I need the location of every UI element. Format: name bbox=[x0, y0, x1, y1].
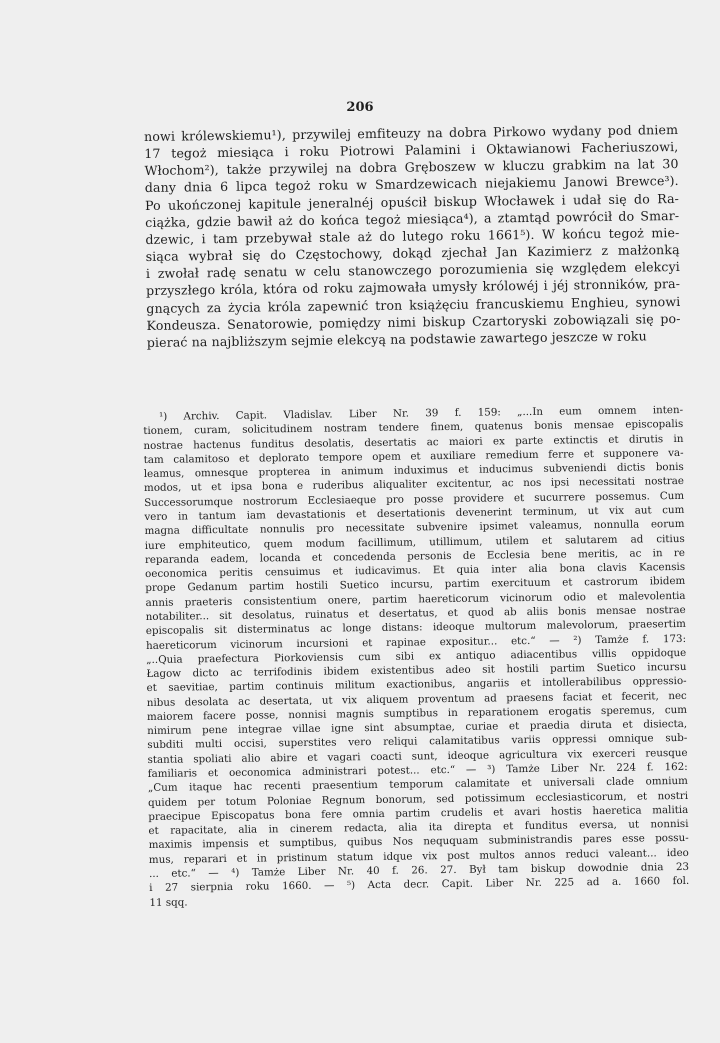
footnote-line: mus, reparari et in pristinum statum idque vix post multos annos reduci valeant... ideo bbox=[148, 846, 689, 866]
body-line: dzewic, i tam przebywał stale aż do lutego roku 1661⁵). W końcu tegoż mie- bbox=[145, 224, 680, 247]
footnote-line: iure emphiteutico, quem modum facillimum, utillimum, utilem et salutarem ad citius bbox=[144, 532, 685, 552]
body-line: ciążka, gdzie bawił aż do końca tegoż miesiąca⁴), a ztamtąd powrócił do Smar- bbox=[145, 207, 680, 230]
footnote-line: nimirum pene integrae villae igne sint absumptae, curiae et praedia diruta et disiecta, bbox=[147, 718, 688, 738]
body-line: przyszłego króla, która od roku zajmowała umysły królowéj i jéj stronników, pra- bbox=[146, 276, 681, 299]
body-line: siąca wybrał się do Częstochowy, dokąd zjechał Jan Kazimierz z małżonką bbox=[145, 242, 680, 265]
footnote-line: „Cum itaque hac recenti praesentium temporum calamitate et universali clade omnium bbox=[147, 775, 688, 795]
body-line: nowi królewskiemu¹), przywilej emfiteuzy na dobra Pirkowo wydany pod dniem bbox=[144, 122, 679, 144]
footnotes bbox=[143, 403, 689, 910]
footnote-line: tam calamitoso et deplorato tempore opem et auxiliare remedium ferre et supponere va- bbox=[143, 446, 684, 466]
footnote-line: episcopalis sit disterminatus ac longe distans: ideoque multorum malevolorum, praesertim bbox=[145, 618, 686, 638]
body-line: 17 tegoż miesiąca i roku Piotrowi Palamini i Oktawianowi Facheriuszowi, bbox=[144, 139, 679, 162]
footnote-line: vero in tantum iam devastationis et desertationis devenerint terminum, ut vix aut cum bbox=[144, 503, 685, 523]
body-line: Po ukończonej kapitule jeneralnéj opuścił biskup Włocławek i udał się do Ra- bbox=[144, 190, 680, 213]
footnote-line: annis praeteris consistentium onere, partim haereticorum vicinorum odio et malevolentia bbox=[145, 589, 686, 609]
footnote-line: praecipue Episcopatus bona fere omnia partim crudelis et avari hostis haeretica malitia bbox=[148, 803, 689, 823]
footnote-line: maiorem facere posse, nonnisi magnis sumptibus in reparationem erogatis speremus, cum bbox=[146, 703, 688, 723]
footnote-line: et rapacitate, alia in cinerem redacta, alia ita direpta et funditus eversa, ut nonnisi bbox=[148, 818, 689, 838]
footnote-line: modos, ut et ipsa bona e ruderibus aliqualiter excitentur, ac nos ipsi necessitati nostrae bbox=[143, 475, 685, 495]
footnote-line: ... etc.“ — ⁴) Tamże Liber Nr. 40 f. 26. 27. Był tam biskup dowodnie dnia 23 bbox=[148, 860, 690, 880]
footnote-line: subditi multi occisi, superstites vero reliqui calamitatibus variis oppressi omnique sub- bbox=[147, 732, 688, 752]
footnote-line: Łagow dicto ac terrifodinis ibidem existentibus adeo sit hostili partim Suetico incursu bbox=[146, 660, 687, 681]
body-line: gnących za życia króla zapewnić tron książęciu francuskiemu Enghieu, synowi bbox=[146, 293, 681, 316]
footnote-line: et saevitiae, partim continuis militum exactionibus, angariis et intollerabilibus oppressio- bbox=[146, 675, 687, 695]
main-text bbox=[144, 121, 681, 351]
footnote-line: maximis impensis et sumptibus, quibus Nos neququam subministrandis pares esse possu- bbox=[148, 832, 689, 852]
footnote-line: 11 sqq. bbox=[149, 896, 188, 909]
footnote-line: tionem, curam, solicitudinem nostram tendere finem, quatenus bonis mensae episcopalis bbox=[143, 418, 684, 438]
body-line: dany dnia 6 lipca tegoż roku w Smardzewicach niejakiemu Janowi Brewce³). bbox=[144, 173, 679, 196]
footnote-line: prope Gedanum partim hostili Suetico incursu, partim exercituum et castrorum ibidem bbox=[145, 575, 686, 595]
footnote-line: notabiliter... sit desolatus, ruinatus et desertatus, et quod ab aliis bonis mensae nostrae bbox=[145, 603, 686, 623]
footnote-line: familiaris et oeconomica administrari potest... etc.“ — ³) Tamże Liber Nr. 224 f. 162: bbox=[147, 760, 688, 780]
footnote-line: leamus, omnesque propterea in animum induximus et inducimus subveniendi dictis bonis bbox=[143, 461, 684, 481]
body-line: Kondeusza. Senatorowie, pomiędzy nimi biskup Czartoryski zobowiązali się po- bbox=[146, 310, 681, 333]
footnote-line: Successorumque nostrorum Ecclesiaeque pro posse providere et sucurrere possemus. Cum bbox=[144, 489, 685, 509]
footnote-line: reparanda eadem, locanda et concedenda personis de Ecclesia bene meritis, ac in re bbox=[144, 546, 685, 566]
page-number: 206 bbox=[346, 100, 374, 115]
footnote-line: stantia spoliati alio abire et vagari coacti sunt, ideoque agricultura vix exerceri reusque bbox=[147, 746, 688, 766]
body-line: i zwołał radę senatu w celu stanowczego porozumienia się względem elekcyi bbox=[145, 259, 680, 282]
footnote-line: oeconomica peritis censuimus et iudicavimus. Et quia inter alia bona clavis Kacensis bbox=[145, 561, 686, 581]
footnote-line: i 27 sierpnia roku 1660. — ⁵) Acta decr. Capit. Liber Nr. 225 ad a. 1660 fol. bbox=[149, 875, 690, 895]
body-line: Włochom²), także przywilej na dobra Gręboszew w kluczu grabkim na lat 30 bbox=[144, 156, 679, 179]
body-line: pierać na najbliższym sejmie elekcyą na podstawie zawartego jeszcze w roku bbox=[146, 328, 647, 350]
footnote-line: „..Quia praefectura Piorkoviensis cum sibi ex antiquo adiacentibus villis oppidoque bbox=[146, 646, 687, 666]
footnote-line: quidem per totum Poloniae Regnum bonorum, sed potissimum ecclesiasticorum, et nostri bbox=[148, 789, 689, 809]
footnote-line: magna difficultate nonnulis pro necessitate subvenire ipsimet valeamus, nonnulla eorum bbox=[144, 518, 685, 538]
footnote-line: haereticorum vicinorum incursioni et rapinae expositur... etc.“ — ²) Tamże f. 173: bbox=[146, 632, 687, 652]
footnote-line: ¹) Archiv. Capit. Vladislav. Liber Nr. 39 f. 159: „...In eum omnem inten- bbox=[159, 403, 684, 423]
footnote-line: nostrae hactenus funditus desolatis, desertatis ac maiori ex parte extinctis et dirutis in bbox=[143, 432, 684, 452]
footnote-line: nibus desolata ac desertata, ut vix aliquem proventum ad praesens faciat et fecerit, nec bbox=[146, 689, 687, 709]
